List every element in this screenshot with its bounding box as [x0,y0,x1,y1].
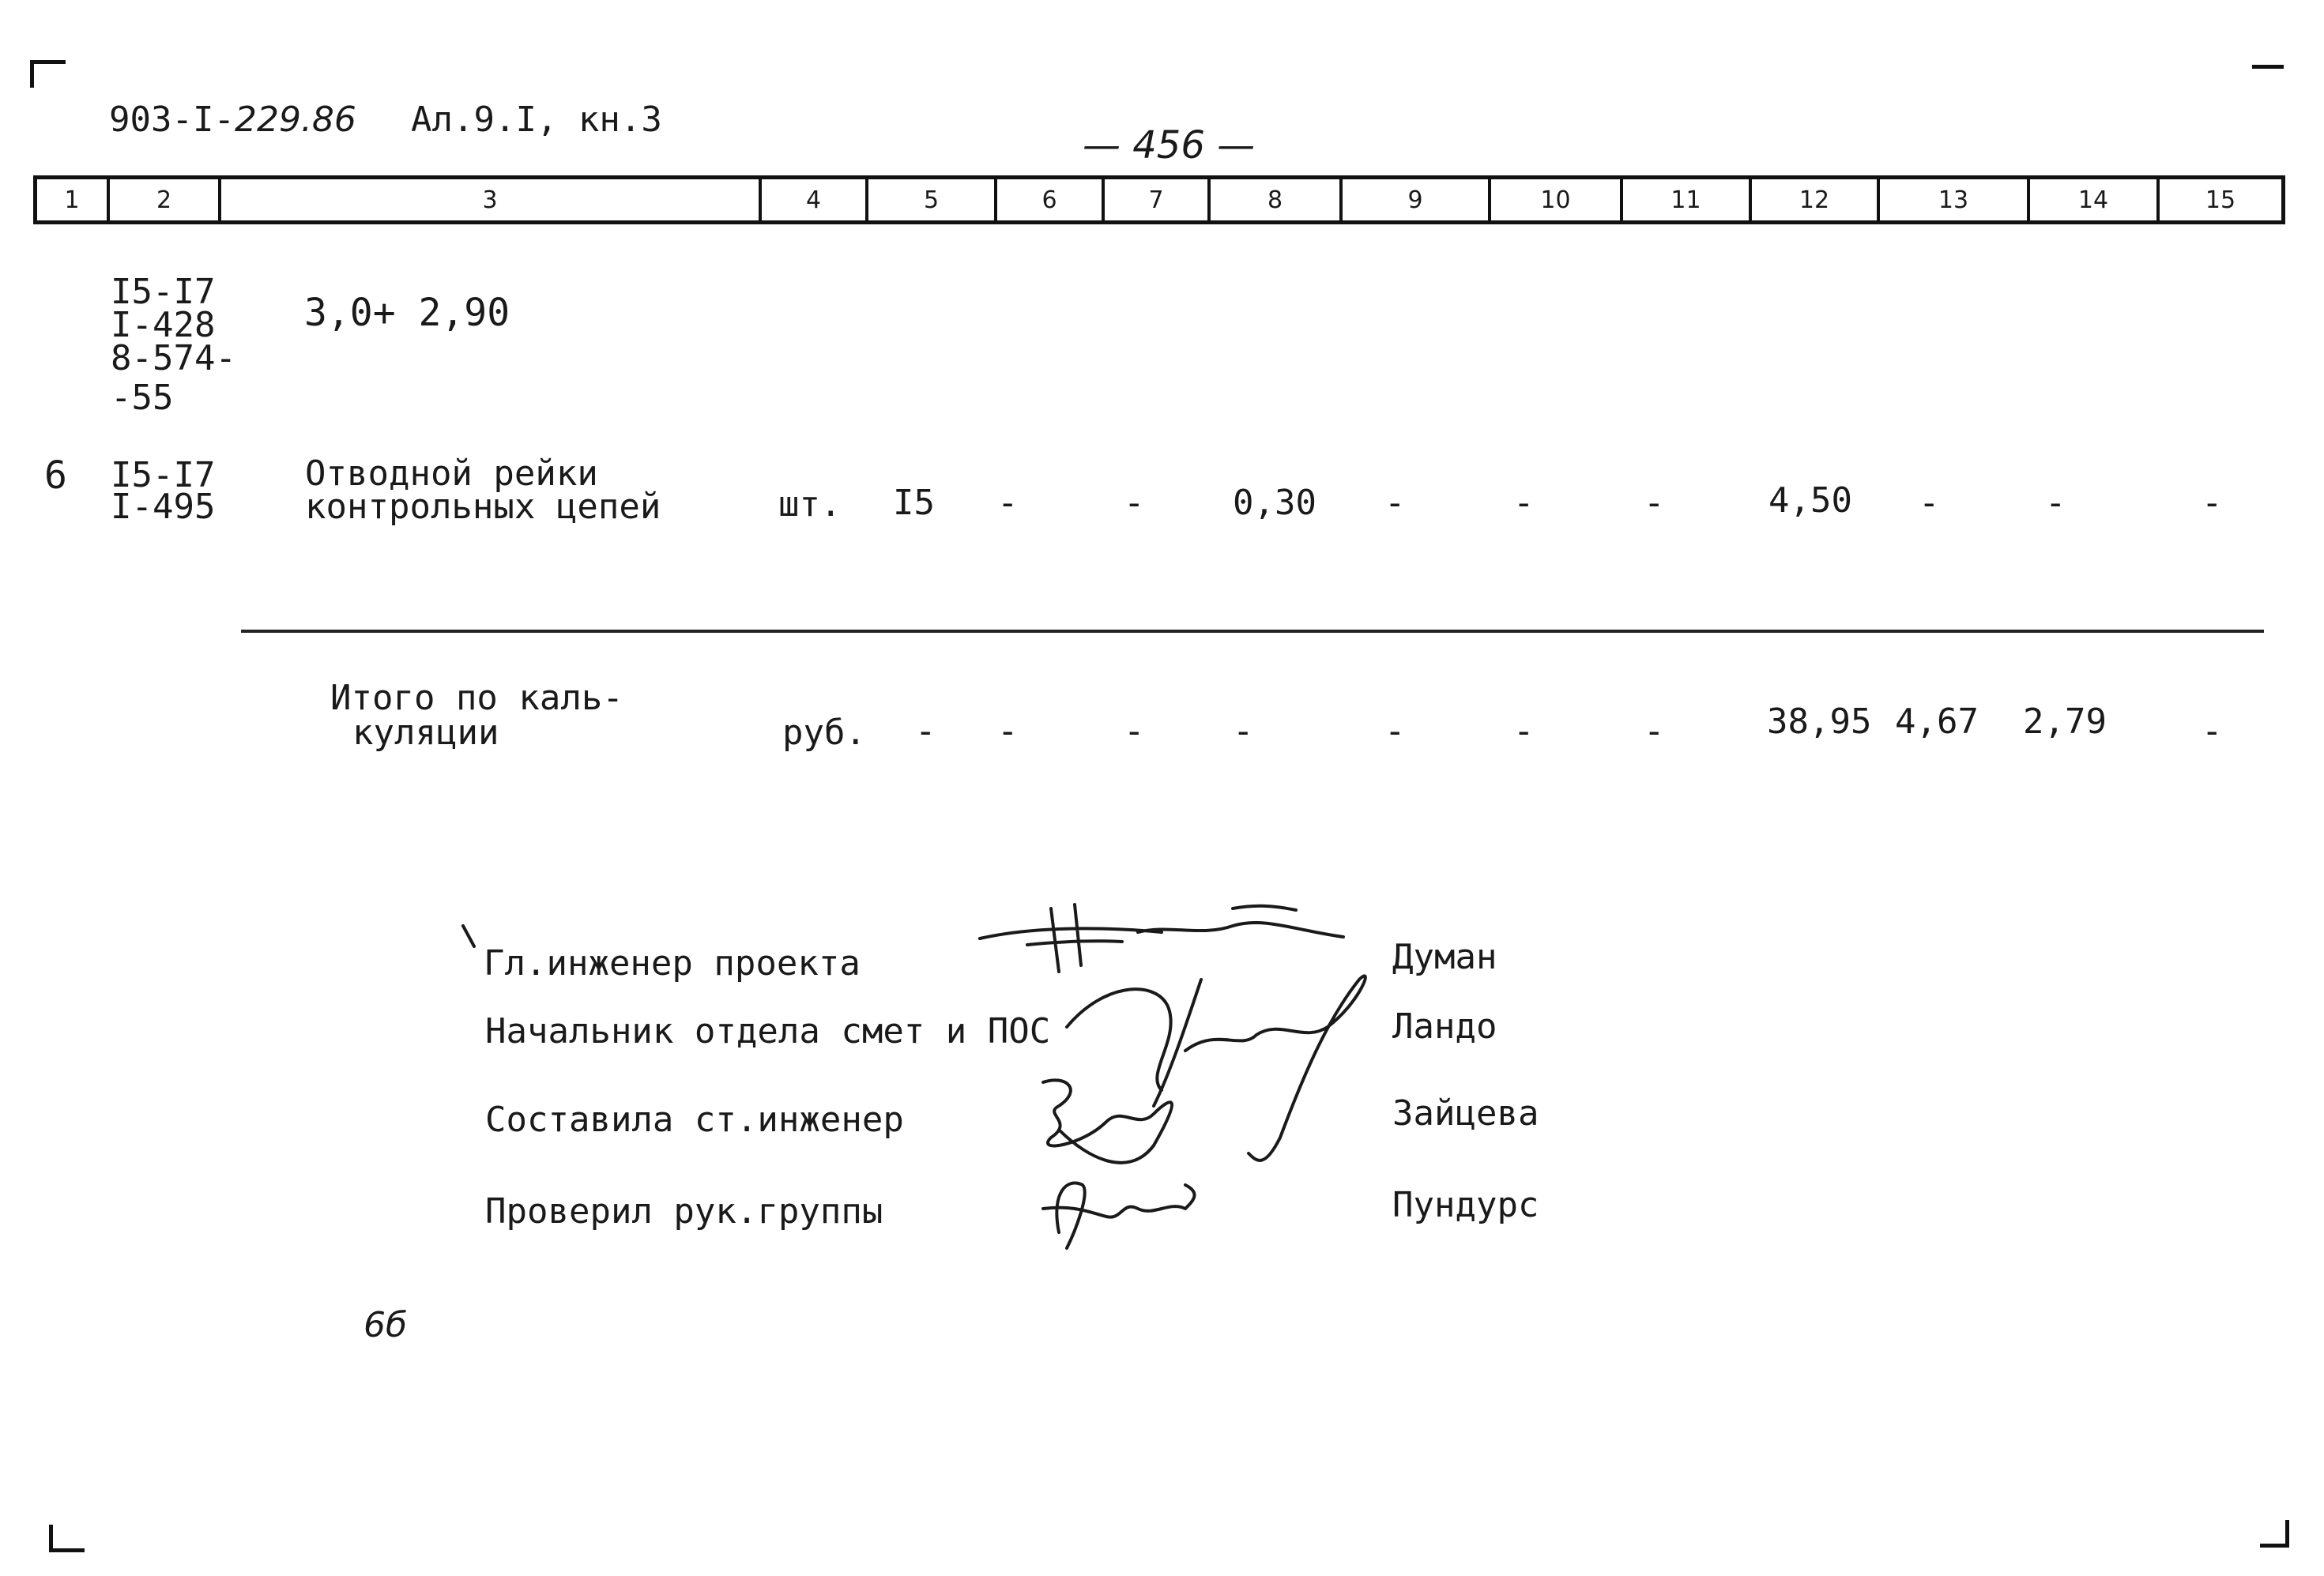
header-col-12: 12 [1749,179,1877,220]
row-6-col-12: 4,50 [1768,480,1852,521]
document-code-prefix: 903-I- [109,100,235,140]
row-6-col-9: - [1384,483,1406,523]
total-col-6: - [997,711,1019,751]
row-6-col-8: 0,30 [1233,483,1316,523]
header-col-15: 15 [2156,179,2281,220]
total-col-13: 4,67 [1895,701,1979,742]
total-label-line-1: Итого по каль- [330,678,623,718]
row-6-col-14: - [2045,483,2066,523]
signature-role-chief-engineer: Гл.инженер проекта [484,943,861,984]
signature-role-department-head: Начальник отдела смет и ПОС [485,1011,1051,1051]
signature-name-department-head: Ландо [1392,1006,1497,1047]
row-6-col-15: - [2202,483,2223,523]
row-1-code-2: I-428 [111,305,216,345]
row-6-col-6: - [997,483,1019,523]
total-unit: руб. [782,713,866,753]
signature-tick-mark [463,926,474,946]
row-6-unit: шт. [778,484,842,525]
total-col-11: - [1644,711,1665,751]
header-col-7: 7 [1102,179,1207,220]
signature-name-chief-engineer: Думан [1392,937,1497,977]
total-col-14: 2,79 [2023,701,2107,742]
header-col-8: 8 [1207,179,1339,220]
header-col-1: 1 [64,186,80,214]
footer-mark: 6б [363,1305,408,1345]
signature-name-group-leader: Пундурс [1392,1185,1539,1225]
document-code-handwritten: 229.86 [234,100,356,140]
total-col-8: - [1233,711,1254,751]
header-col-10: 10 [1488,179,1620,220]
signature-scribble-1 [980,905,1343,972]
header-col-11: 11 [1620,179,1749,220]
row-6-col-13: - [1919,483,1940,523]
header-col-3: 3 [218,179,759,220]
total-label-line-2: куляции [352,713,499,753]
row-6-col-7: - [1124,483,1145,523]
row-6-col-5: I5 [893,483,935,523]
total-col-7: - [1124,711,1145,751]
total-col-15: - [2202,711,2223,751]
row-6-code-2: I-495 [111,487,216,527]
page-number-value: 456 [1132,123,1205,167]
signature-scribble-2 [1067,976,1365,1160]
header-col-4: 4 [759,179,865,220]
row-6-col-11: - [1644,483,1665,523]
signature-name-compiler: Зайцева [1392,1093,1539,1134]
total-col-5: - [915,711,936,751]
album-reference: Ал.9.I, кн.3 [411,100,662,140]
header-col-9: 9 [1339,179,1488,220]
row-6-name-line-1: Отводной рейки [305,453,598,494]
row-6-col-10: - [1513,483,1535,523]
total-col-10: - [1513,711,1535,751]
header-col-2: 2 [107,179,218,220]
header-col-6: 6 [994,179,1102,220]
header-col-14: 14 [2027,179,2156,220]
header-col-5: 5 [865,179,994,220]
signature-role-group-leader: Проверил рук.группы [485,1191,883,1232]
row-1-code-3: 8-574- [111,338,236,378]
row-6-name-line-2: контрольных цепей [305,487,661,527]
signature-scribble-4 [1043,1183,1195,1249]
row-1-name: 3,0+ 2,90 [304,291,510,335]
total-col-9: - [1384,711,1406,751]
signature-scribble-3 [1043,1080,1172,1162]
row-1-code-1: I5-I7 [111,272,216,312]
page-number: — 456 — [1083,123,1256,167]
signature-role-compiler: Составила ст.инженер [485,1100,904,1140]
total-col-12: 38,95 [1767,701,1872,742]
row-6-number: 6 [44,453,67,498]
row-6-code-1: I5-I7 [111,455,216,495]
row-1-code-4: -55 [111,378,174,418]
header-col-13: 13 [1877,179,2027,220]
